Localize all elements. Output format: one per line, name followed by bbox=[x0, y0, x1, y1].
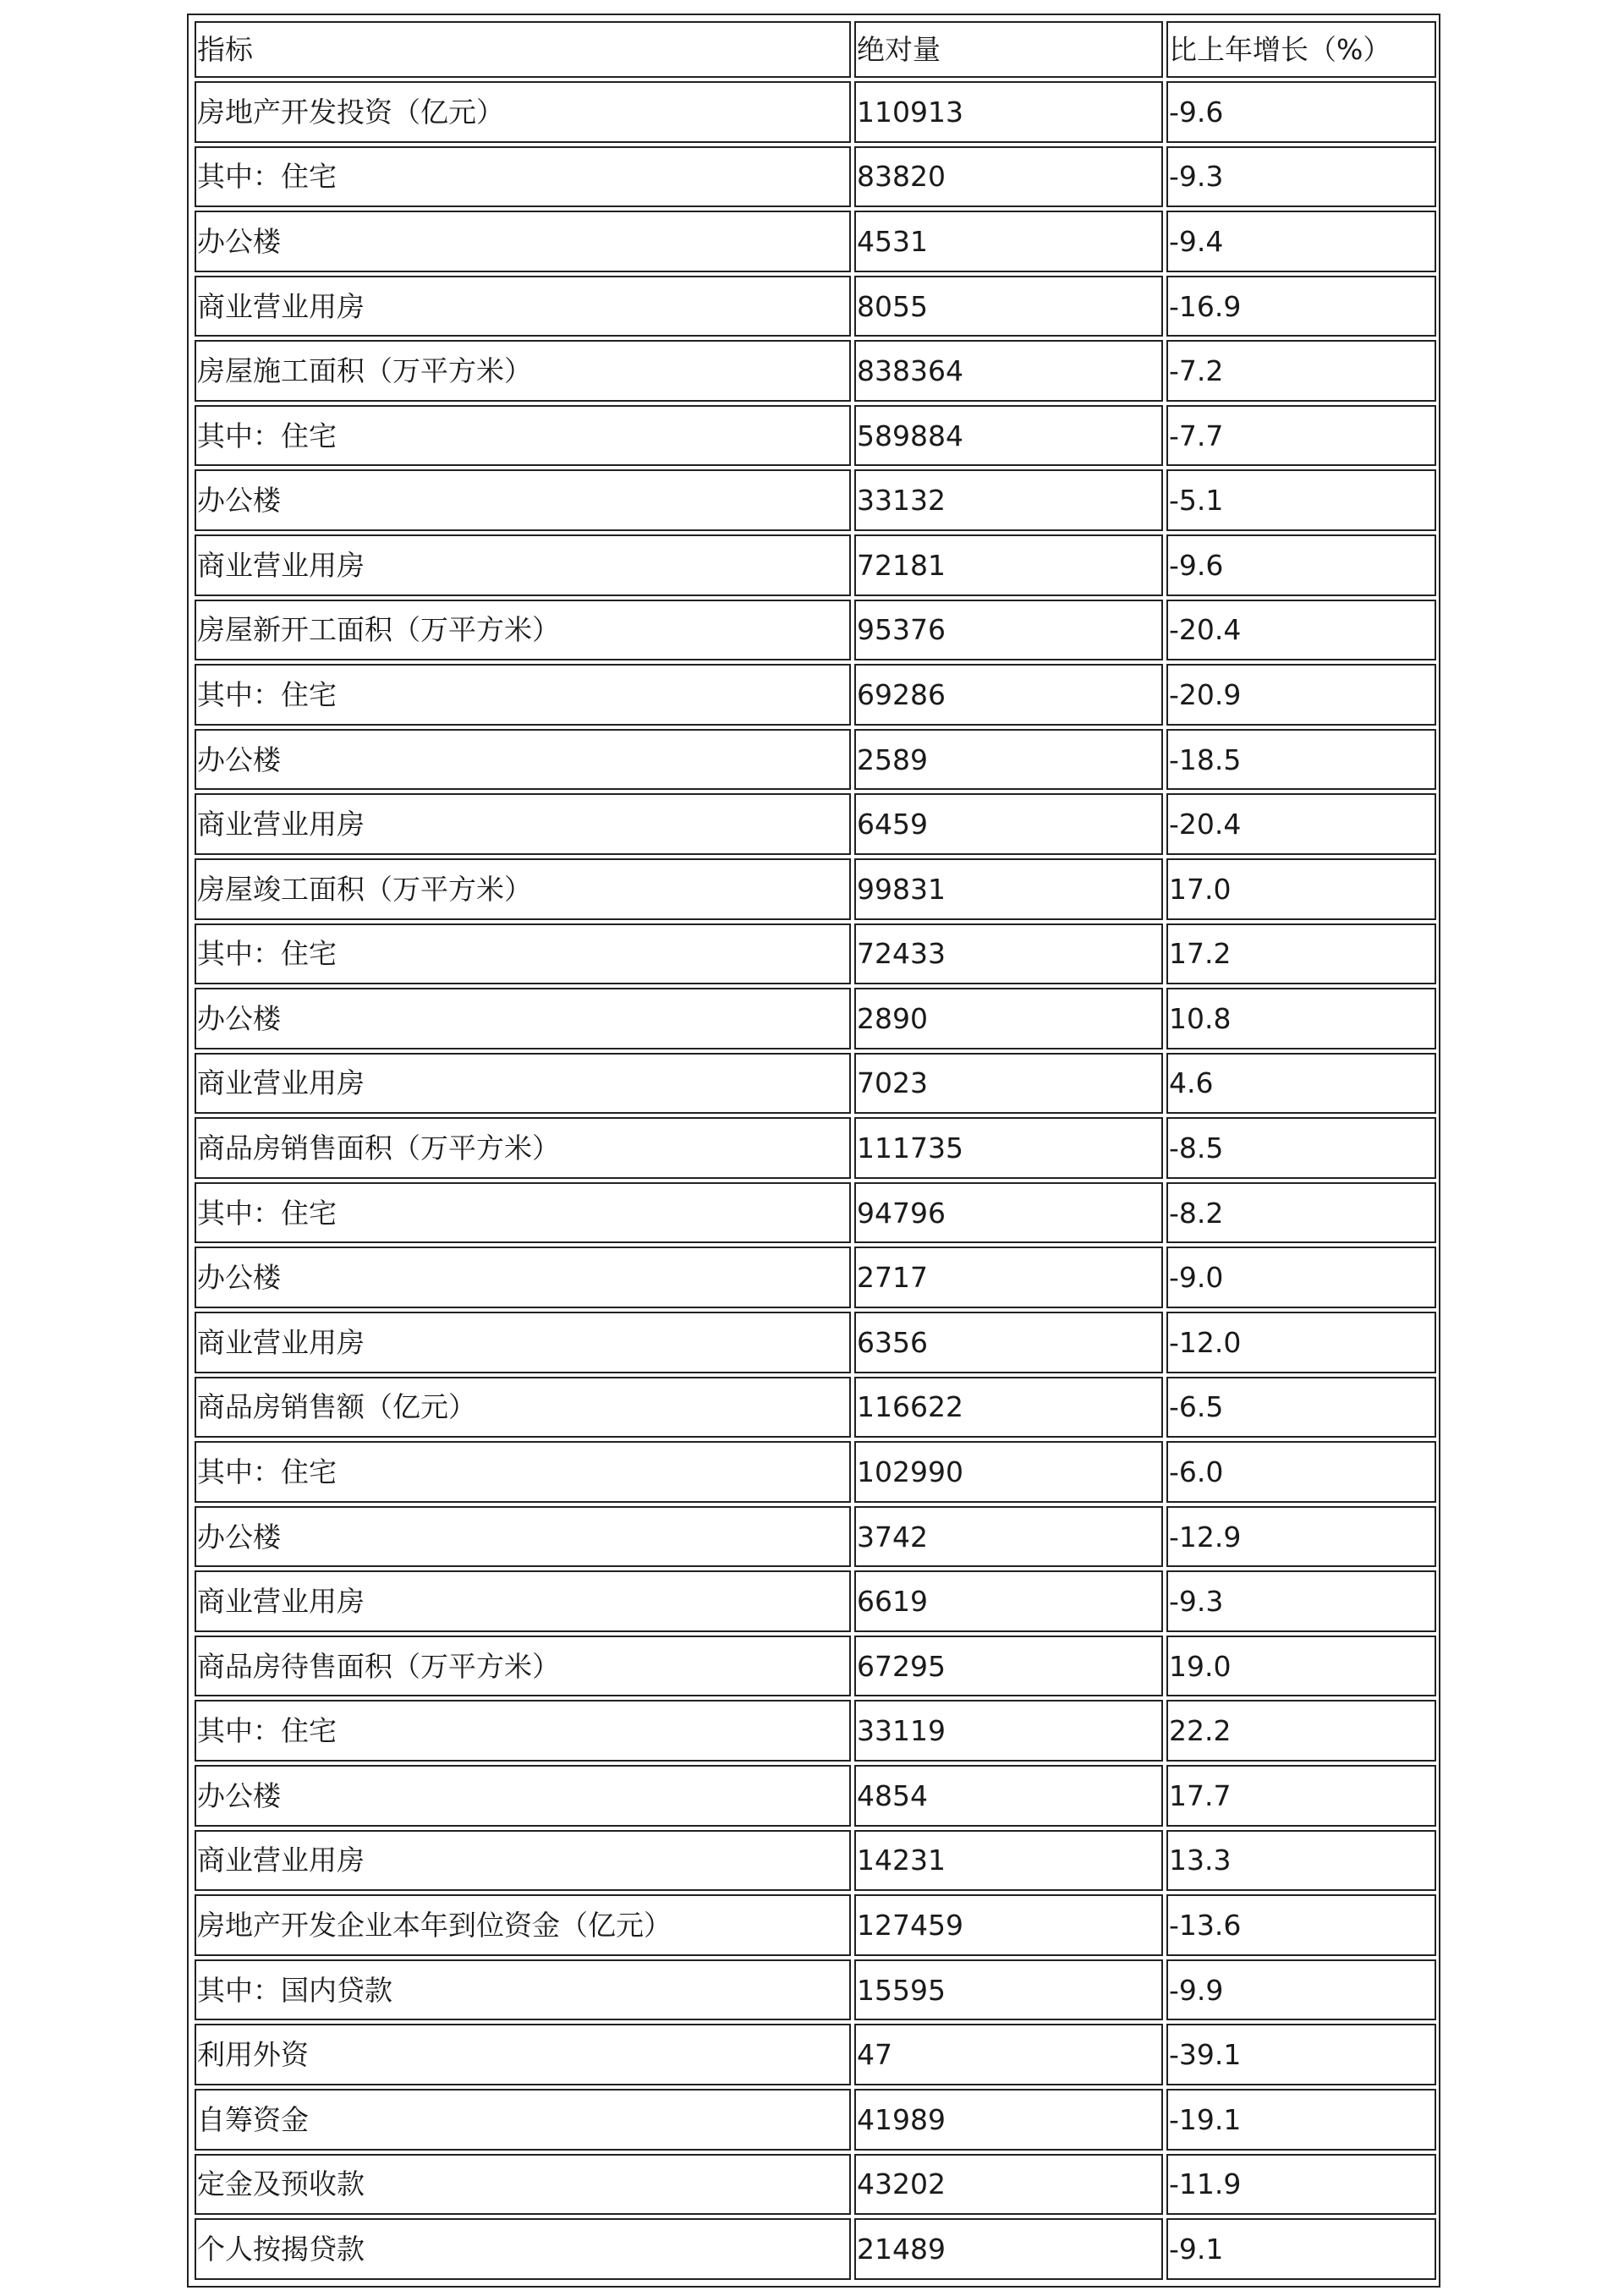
absolute-value-cell: 111735 bbox=[854, 1117, 1163, 1179]
absolute-value-cell: 21489 bbox=[854, 2218, 1163, 2280]
table-row bbox=[195, 1636, 1436, 1697]
table-row bbox=[195, 600, 1436, 661]
growth-rate-cell: 17.7 bbox=[1166, 1765, 1436, 1827]
growth-rate-cell: -6.0 bbox=[1166, 1441, 1436, 1503]
growth-rate-cell: -9.6 bbox=[1166, 534, 1436, 596]
growth-rate-cell: -20.4 bbox=[1166, 793, 1436, 855]
indicator-cell: 房屋新开工面积（万平方米） bbox=[195, 600, 851, 661]
absolute-value-cell: 110913 bbox=[854, 81, 1163, 143]
absolute-value-cell: 15595 bbox=[854, 1959, 1163, 2021]
table-row bbox=[195, 469, 1436, 531]
indicator-cell: 商业营业用房 bbox=[195, 1053, 851, 1115]
absolute-value-cell: 3742 bbox=[854, 1506, 1163, 1568]
absolute-value-cell: 2717 bbox=[854, 1247, 1163, 1308]
table-row bbox=[195, 2089, 1436, 2151]
absolute-value-cell: 95376 bbox=[854, 600, 1163, 661]
table-row bbox=[195, 2218, 1436, 2280]
absolute-value-cell: 589884 bbox=[854, 405, 1163, 467]
growth-rate-cell: 17.2 bbox=[1166, 923, 1436, 985]
table-row bbox=[195, 793, 1436, 855]
absolute-value-cell: 41989 bbox=[854, 2089, 1163, 2151]
indicator-cell: 自筹资金 bbox=[195, 2089, 851, 2151]
indicator-cell: 房屋施工面积（万平方米） bbox=[195, 340, 851, 402]
table-row bbox=[195, 1506, 1436, 1568]
growth-rate-cell: -8.5 bbox=[1166, 1117, 1436, 1179]
indicator-cell: 商品房销售面积（万平方米） bbox=[195, 1117, 851, 1179]
indicator-cell: 其中：住宅 bbox=[195, 1700, 851, 1762]
indicator-cell: 利用外资 bbox=[195, 2024, 851, 2085]
table-row bbox=[195, 923, 1436, 985]
indicator-cell: 办公楼 bbox=[195, 469, 851, 531]
absolute-value-cell: 6619 bbox=[854, 1570, 1163, 1632]
growth-rate-cell: -18.5 bbox=[1166, 729, 1436, 791]
indicator-cell: 商业营业用房 bbox=[195, 793, 851, 855]
indicator-cell: 商业营业用房 bbox=[195, 276, 851, 337]
growth-rate-cell: 4.6 bbox=[1166, 1053, 1436, 1115]
absolute-value-cell: 7023 bbox=[854, 1053, 1163, 1115]
growth-rate-cell: -8.2 bbox=[1166, 1182, 1436, 1244]
growth-rate-cell: -12.9 bbox=[1166, 1506, 1436, 1568]
table-row bbox=[195, 1247, 1436, 1308]
indicator-cell: 办公楼 bbox=[195, 1765, 851, 1827]
table-row bbox=[195, 1700, 1436, 1762]
growth-rate-cell: -9.1 bbox=[1166, 2218, 1436, 2280]
growth-rate-cell: 17.0 bbox=[1166, 858, 1436, 920]
table-row bbox=[195, 2154, 1436, 2216]
absolute-value-cell: 838364 bbox=[854, 340, 1163, 402]
growth-rate-cell: -19.1 bbox=[1166, 2089, 1436, 2151]
indicator-cell: 房地产开发投资（亿元） bbox=[195, 81, 851, 143]
growth-rate-cell: -11.9 bbox=[1166, 2154, 1436, 2216]
growth-rate-cell: -9.3 bbox=[1166, 1570, 1436, 1632]
table-row bbox=[195, 2024, 1436, 2085]
growth-rate-cell: -20.9 bbox=[1166, 664, 1436, 726]
indicator-cell: 定金及预收款 bbox=[195, 2154, 851, 2216]
indicator-cell: 其中：住宅 bbox=[195, 664, 851, 726]
absolute-value-cell: 2589 bbox=[854, 729, 1163, 791]
growth-rate-cell: -9.6 bbox=[1166, 81, 1436, 143]
indicator-cell: 商业营业用房 bbox=[195, 534, 851, 596]
table-row bbox=[195, 405, 1436, 467]
table-row bbox=[195, 1117, 1436, 1179]
indicator-cell: 办公楼 bbox=[195, 1247, 851, 1308]
table-row bbox=[195, 858, 1436, 920]
table-row bbox=[195, 1312, 1436, 1373]
indicator-cell: 其中：国内贷款 bbox=[195, 1959, 851, 2021]
indicator-cell: 办公楼 bbox=[195, 729, 851, 791]
table-body bbox=[195, 81, 1436, 2280]
growth-rate-cell: -9.3 bbox=[1166, 146, 1436, 208]
indicator-cell: 其中：住宅 bbox=[195, 146, 851, 208]
absolute-value-cell: 47 bbox=[854, 2024, 1163, 2085]
growth-rate-cell: -12.0 bbox=[1166, 1312, 1436, 1373]
absolute-value-cell: 102990 bbox=[854, 1441, 1163, 1503]
growth-rate-cell: -9.0 bbox=[1166, 1247, 1436, 1308]
table-row bbox=[195, 729, 1436, 791]
absolute-value-cell: 116622 bbox=[854, 1377, 1163, 1438]
indicator-cell: 商业营业用房 bbox=[195, 1830, 851, 1892]
header-indicator: 指标 bbox=[195, 21, 851, 78]
growth-rate-cell: -9.9 bbox=[1166, 1959, 1436, 2021]
indicator-cell: 商品房销售额（亿元） bbox=[195, 1377, 851, 1438]
table-row bbox=[195, 664, 1436, 726]
growth-rate-cell: -6.5 bbox=[1166, 1377, 1436, 1438]
indicator-cell: 其中：住宅 bbox=[195, 405, 851, 467]
indicator-cell: 其中：住宅 bbox=[195, 923, 851, 985]
indicator-cell: 商品房待售面积（万平方米） bbox=[195, 1636, 851, 1697]
table-row bbox=[195, 1765, 1436, 1827]
table-row bbox=[195, 534, 1436, 596]
table-row bbox=[195, 1441, 1436, 1503]
indicator-cell: 商业营业用房 bbox=[195, 1570, 851, 1632]
absolute-value-cell: 69286 bbox=[854, 664, 1163, 726]
absolute-value-cell: 94796 bbox=[854, 1182, 1163, 1244]
growth-rate-cell: 13.3 bbox=[1166, 1830, 1436, 1892]
absolute-value-cell: 72181 bbox=[854, 534, 1163, 596]
header-growth-rate: 比上年增长（%） bbox=[1166, 21, 1436, 78]
absolute-value-cell: 4854 bbox=[854, 1765, 1163, 1827]
table-row bbox=[195, 211, 1436, 272]
indicator-cell: 商业营业用房 bbox=[195, 1312, 851, 1373]
indicator-cell: 个人按揭贷款 bbox=[195, 2218, 851, 2280]
table-row bbox=[195, 1182, 1436, 1244]
indicator-cell: 房地产开发企业本年到位资金（亿元） bbox=[195, 1894, 851, 1956]
absolute-value-cell: 72433 bbox=[854, 923, 1163, 985]
table-row bbox=[195, 988, 1436, 1049]
absolute-value-cell: 33132 bbox=[854, 469, 1163, 531]
growth-rate-cell: -13.6 bbox=[1166, 1894, 1436, 1956]
growth-rate-cell: -7.7 bbox=[1166, 405, 1436, 467]
growth-rate-cell: 19.0 bbox=[1166, 1636, 1436, 1697]
absolute-value-cell: 6356 bbox=[854, 1312, 1163, 1373]
absolute-value-cell: 2890 bbox=[854, 988, 1163, 1049]
real-estate-statistics-table bbox=[191, 18, 1440, 2283]
statistics-table-frame bbox=[187, 14, 1440, 2288]
growth-rate-cell: -16.9 bbox=[1166, 276, 1436, 337]
growth-rate-cell: -5.1 bbox=[1166, 469, 1436, 531]
growth-rate-cell: -39.1 bbox=[1166, 2024, 1436, 2085]
absolute-value-cell: 33119 bbox=[854, 1700, 1163, 1762]
indicator-cell: 办公楼 bbox=[195, 988, 851, 1049]
table-row bbox=[195, 1894, 1436, 1956]
growth-rate-cell: -7.2 bbox=[1166, 340, 1436, 402]
table-row bbox=[195, 146, 1436, 208]
indicator-cell: 其中：住宅 bbox=[195, 1441, 851, 1503]
table-row bbox=[195, 276, 1436, 337]
absolute-value-cell: 83820 bbox=[854, 146, 1163, 208]
growth-rate-cell: -9.4 bbox=[1166, 211, 1436, 272]
absolute-value-cell: 6459 bbox=[854, 793, 1163, 855]
table-row bbox=[195, 1830, 1436, 1892]
absolute-value-cell: 8055 bbox=[854, 276, 1163, 337]
growth-rate-cell: 22.2 bbox=[1166, 1700, 1436, 1762]
absolute-value-cell: 127459 bbox=[854, 1894, 1163, 1956]
table-row bbox=[195, 1377, 1436, 1438]
absolute-value-cell: 14231 bbox=[854, 1830, 1163, 1892]
table-header-row bbox=[195, 21, 1436, 78]
table-row bbox=[195, 1959, 1436, 2021]
indicator-cell: 办公楼 bbox=[195, 1506, 851, 1568]
table-row bbox=[195, 81, 1436, 143]
absolute-value-cell: 67295 bbox=[854, 1636, 1163, 1697]
absolute-value-cell: 99831 bbox=[854, 858, 1163, 920]
absolute-value-cell: 4531 bbox=[854, 211, 1163, 272]
table-row bbox=[195, 1053, 1436, 1115]
absolute-value-cell: 43202 bbox=[854, 2154, 1163, 2216]
growth-rate-cell: 10.8 bbox=[1166, 988, 1436, 1049]
growth-rate-cell: -20.4 bbox=[1166, 600, 1436, 661]
header-absolute-value: 绝对量 bbox=[854, 21, 1163, 78]
table-row bbox=[195, 1570, 1436, 1632]
indicator-cell: 房屋竣工面积（万平方米） bbox=[195, 858, 851, 920]
indicator-cell: 办公楼 bbox=[195, 211, 851, 272]
indicator-cell: 其中：住宅 bbox=[195, 1182, 851, 1244]
table-row bbox=[195, 340, 1436, 402]
